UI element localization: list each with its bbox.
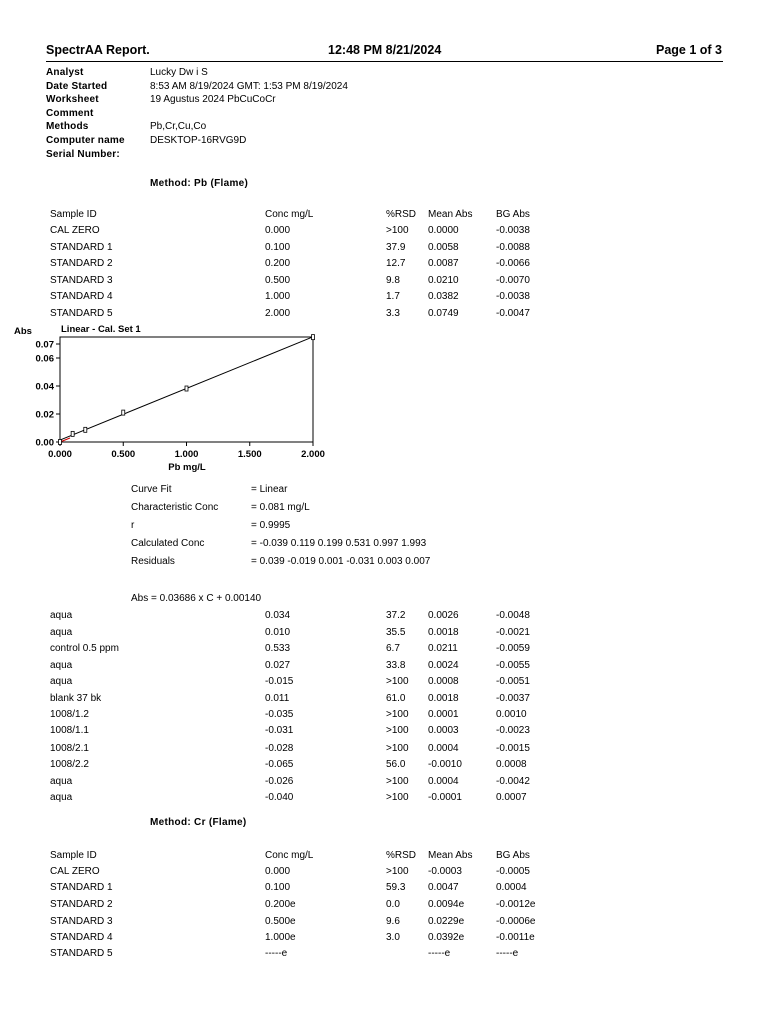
y-tick-label: 0.07 bbox=[35, 339, 54, 351]
report-title: SpectrAA Report. bbox=[46, 43, 150, 57]
table-row: aqua 0.034 37.2 0.0026 -0.0048 bbox=[50, 610, 530, 621]
table-row: 1008/1.1 -0.031 >100 0.0003 -0.0023 bbox=[50, 725, 530, 736]
meta-date-started: Date Started 8:53 AM 8/19/2024 GMT: 1:53 PM 8/19/2024 bbox=[46, 80, 348, 92]
meta-comment: Comment bbox=[46, 107, 94, 119]
x-tick-label: 0.500 bbox=[111, 449, 136, 460]
data-point bbox=[59, 440, 62, 445]
table-row: aqua -0.026 >100 0.0004 -0.0042 bbox=[50, 776, 530, 787]
table-row: STANDARD 3 0.500e 9.6 0.0229e -0.0006e bbox=[50, 916, 536, 927]
table-row: STANDARD 4 1.000e 3.0 0.0392e -0.0011e bbox=[50, 932, 535, 943]
chart-title: Linear - Cal. Set 1 bbox=[61, 324, 141, 335]
y-tick-label: 0.04 bbox=[35, 381, 54, 393]
table-row: control 0.5 ppm 0.533 6.7 0.0211 -0.0059 bbox=[50, 643, 530, 654]
page-indicator: Page 1 of 3 bbox=[656, 43, 722, 57]
table-row: STANDARD 2 0.200e 0.0 0.0094e -0.0012e bbox=[50, 899, 536, 910]
fit-equation: Abs = 0.03686 x C + 0.00140 bbox=[131, 593, 262, 604]
table-row: CAL ZERO 0.000 >100 -0.0003 -0.0005 bbox=[50, 866, 530, 877]
table-row: 1008/1.2 -0.035 >100 0.0001 0.0010 bbox=[50, 709, 527, 720]
x-tick-label: 1.000 bbox=[174, 449, 199, 460]
data-point bbox=[122, 410, 125, 415]
x-tick-label: 0.000 bbox=[48, 449, 72, 460]
chart-xlabel: Pb mg/L bbox=[168, 462, 206, 472]
method-cr-title: Method: Cr (Flame) bbox=[150, 817, 247, 828]
table-row: STANDARD 1 0.100 59.3 0.0047 0.0004 bbox=[50, 882, 527, 893]
meta-analyst: Analyst Lucky Dw i S bbox=[46, 67, 208, 78]
x-tick-label: 2.000 bbox=[301, 449, 325, 460]
data-point bbox=[84, 427, 87, 432]
data-point bbox=[185, 386, 188, 391]
table-row: aqua 0.027 33.8 0.0024 -0.0055 bbox=[50, 660, 530, 671]
y-tick-label: 0.02 bbox=[35, 409, 54, 421]
method-pb-title: Method: Pb (Flame) bbox=[150, 178, 249, 189]
table-row: STANDARD 3 0.500 9.8 0.0210 -0.0070 bbox=[50, 275, 530, 286]
meta-computer-name: Computer name DESKTOP-16RVG9D bbox=[46, 134, 247, 146]
chart-ylabel: Abs bbox=[14, 326, 32, 337]
data-point bbox=[71, 431, 74, 436]
table-row: aqua -0.040 >100 -0.0001 0.0007 bbox=[50, 792, 527, 803]
table-row: 1008/2.1 -0.028 >100 0.0004 -0.0015 bbox=[50, 743, 530, 754]
table-row: blank 37 bk 0.011 61.0 0.0018 -0.0037 bbox=[50, 693, 530, 704]
meta-serial-number: Serial Number: bbox=[46, 148, 120, 160]
table-row: STANDARD 2 0.200 12.7 0.0087 -0.0066 bbox=[50, 258, 530, 269]
calibration-chart bbox=[10, 320, 330, 472]
meta-methods: Methods Pb,Cr,Cu,Co bbox=[46, 121, 207, 133]
data-point bbox=[312, 335, 315, 340]
table-row: 1008/2.2 -0.065 56.0 -0.0010 0.0008 bbox=[50, 759, 527, 770]
header-divider bbox=[46, 61, 723, 62]
report-datetime: 12:48 PM 8/21/2024 bbox=[328, 43, 442, 57]
y-axis bbox=[36, 340, 61, 449]
table-row: aqua -0.015 >100 0.0008 -0.0051 bbox=[50, 676, 530, 687]
report-metadata bbox=[46, 66, 348, 161]
table-row: STANDARD 4 1.000 1.7 0.0382 -0.0038 bbox=[50, 291, 530, 302]
x-axis bbox=[48, 442, 325, 460]
table-row: STANDARD 5 -----e -----e -----e bbox=[50, 948, 519, 959]
table-header: Sample ID Conc mg/L %RSD Mean Abs BG Abs bbox=[50, 850, 530, 861]
table-row: STANDARD 1 0.100 37.9 0.0058 -0.0088 bbox=[50, 242, 530, 253]
x-tick-label: 1.500 bbox=[237, 449, 262, 460]
table-row: CAL ZERO 0.000 >100 0.0000 -0.0038 bbox=[50, 225, 530, 236]
meta-worksheet: Worksheet 19 Agustus 2024 PbCuCoCr bbox=[46, 94, 276, 106]
table-header: Sample ID Conc mg/L %RSD Mean Abs BG Abs bbox=[50, 209, 530, 220]
y-tick-label: 0.06 bbox=[35, 353, 54, 365]
y-tick-label: 0.00 bbox=[35, 437, 54, 449]
table-row: aqua 0.010 35.5 0.0018 -0.0021 bbox=[50, 627, 530, 638]
data-points bbox=[59, 335, 315, 445]
table-row: STANDARD 5 2.000 3.3 0.0749 -0.0047 bbox=[50, 308, 530, 319]
